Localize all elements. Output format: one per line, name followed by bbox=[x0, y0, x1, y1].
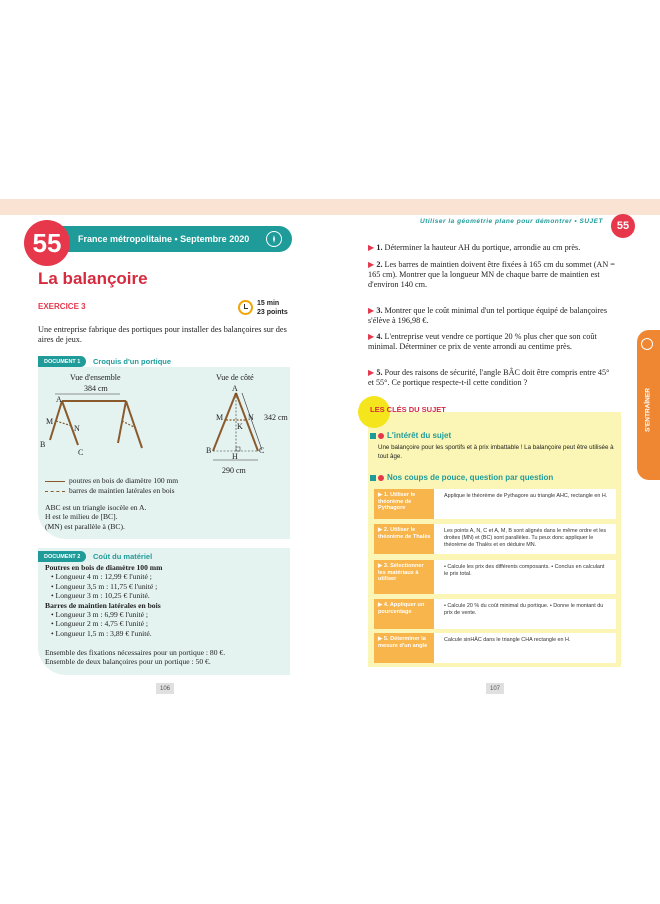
sketch-legend bbox=[45, 476, 178, 496]
dim-height: 342 cm bbox=[264, 413, 288, 422]
poutre-item: • Longueur 3,5 m : 11,75 € l'unité ; bbox=[51, 581, 158, 591]
document-1-title: Croquis d'un portique bbox=[93, 357, 172, 366]
fact-3: (MN) est parallèle à (BC). bbox=[45, 521, 125, 531]
side-tab-label: S'ENTRAÎNER bbox=[644, 388, 652, 432]
interest-text: Une balançoire pour les sportifs et à prix imbattable ! La balançoire peut être utilisée à tout âge. bbox=[378, 444, 614, 460]
point-b2: B bbox=[206, 446, 212, 455]
point-n1: N bbox=[74, 424, 80, 433]
tip-text: • Calcule 20 % du coût minimal du portique. • Donne le montant du prix de vente. bbox=[444, 603, 604, 616]
fact-1: ABC est un triangle isocèle en A. bbox=[45, 503, 147, 512]
barre-item: • Longueur 1,5 m : 3,89 € l'unité. bbox=[51, 628, 152, 638]
poutres-title: Poutres en bois de diamètre 100 mm bbox=[45, 563, 163, 572]
barre-item: • Longueur 2 m : 4,75 € l'unité ; bbox=[51, 619, 149, 629]
tip-text: Calcule sinHÂC dans le triangle CHA rectangle en H. bbox=[444, 637, 571, 643]
point-h: H bbox=[232, 452, 238, 461]
time-value: 15 min bbox=[257, 300, 280, 307]
tip-row-4 bbox=[374, 599, 616, 629]
poutre-item: • Longueur 3 m : 10,25 € l'unité. bbox=[51, 591, 150, 601]
running-header: Utiliser la géométrie plane pour démontrer • SUJET bbox=[420, 218, 603, 225]
right-leg-a bbox=[118, 401, 126, 443]
question-5: ▶ 5. Pour des raisons de sécurité, l'angle BÂC doit être compris entre 45° et 55°. Ce portique respecte-t-il cette condition ? bbox=[368, 368, 610, 387]
point-b1: B bbox=[40, 440, 46, 449]
figure-facts bbox=[45, 503, 146, 531]
tip-row-2 bbox=[374, 524, 616, 554]
bullet-icon bbox=[378, 475, 384, 481]
question-4: ▶ 4. L'entreprise veut vendre ce portique 20 % plus cher que son coût minimal. Déterminer ce prix de vente arrondi au centime près. bbox=[368, 332, 597, 351]
exercise-label: EXERCICE 3 bbox=[38, 302, 86, 311]
chapter-number: 55 bbox=[24, 220, 70, 266]
page-title: La balançoire bbox=[38, 269, 148, 288]
question-1: ▶ 1. Déterminer la hauteur AH du portique, arrondie au cm près. bbox=[368, 243, 581, 252]
tip-label: ▶ 5. Déterminer la mesure d'un angle bbox=[374, 633, 434, 663]
tip-text: Les points A, N, C et A, M, B sont alignés dans le même ordre et les droites (MN) et (BC) sont parallèles. Tu peux donc appliquer le théorème de Thalès et en déduire MN. bbox=[444, 528, 607, 548]
dim-base: 290 cm bbox=[222, 466, 246, 475]
right-angle-mark bbox=[236, 447, 240, 451]
point-c2: C bbox=[259, 446, 265, 455]
page-number-right: 107 bbox=[486, 683, 504, 694]
fact-2: H est le milieu de [BC]. bbox=[45, 512, 118, 522]
legend-solid: poutres en bois de diamètre 100 mm bbox=[69, 476, 179, 485]
view-side-label: Vue de côté bbox=[216, 373, 254, 382]
tips-heading: Nos coups de pouce, question par question bbox=[370, 473, 553, 482]
price-list bbox=[45, 563, 195, 638]
barres-title: Barres de maintien latérales en bois bbox=[45, 600, 161, 610]
question-3: ▶ 3. Montrer que le coût minimal d'un tel portique équipé de balançoires s'élève à 196,98 €. bbox=[368, 306, 608, 325]
swings-price: Ensemble de deux balançoires pour un portique : 50 €. bbox=[45, 657, 211, 667]
timer-icon bbox=[641, 338, 653, 350]
point-a2: A bbox=[232, 384, 238, 393]
tip-label: ▶ 1. Utiliser le théorème de Pythagore bbox=[374, 489, 434, 519]
tip-text: Applique le théorème de Pythagore au triangle AHC, rectangle en H. bbox=[444, 493, 608, 499]
dim-width: 384 cm bbox=[84, 384, 108, 393]
tip-row-3 bbox=[374, 560, 616, 594]
barre-item: • Longueur 3 m : 6,99 € l'unité ; bbox=[51, 610, 149, 620]
point-m1: M bbox=[46, 417, 54, 426]
tip-row-1 bbox=[374, 489, 616, 519]
point-c1: C bbox=[78, 448, 84, 457]
interest-heading: L'intérêt du sujet bbox=[370, 431, 451, 440]
tip-text: • Calcule les prix des différents composants. • Conclus en calculant le prix total. bbox=[444, 564, 605, 577]
banner-text: France métropolitaine • Septembre 2020 bbox=[78, 234, 250, 244]
point-n2: N bbox=[248, 413, 254, 422]
view-overall-label: Vue d'ensemble bbox=[70, 373, 121, 382]
fixations-price: Ensemble des fixations nécessaires pour un portique : 80 €. bbox=[45, 648, 226, 657]
points-value: 23 points bbox=[257, 309, 288, 316]
poutre-item: • Longueur 4 m : 12,99 € l'unité ; bbox=[51, 572, 152, 582]
keys-title: LES CLÉS DU SUJET bbox=[370, 405, 446, 414]
dashed-line-icon bbox=[45, 491, 65, 492]
page-number-left: 106 bbox=[156, 683, 174, 694]
bullet-icon bbox=[378, 433, 384, 439]
question-2: ▶ 2. Les barres de maintien doivent être fixées à 165 cm du sommet (AN = 165 cm). Montrer que la longueur MN de chaque barre de maintien est d'environ 140 cm. bbox=[368, 260, 615, 289]
point-m2: M bbox=[216, 413, 224, 422]
solid-line-icon bbox=[45, 481, 65, 482]
document-2-title: Coût du matériel bbox=[93, 552, 153, 561]
point-a1: A bbox=[56, 395, 62, 404]
point-k: K bbox=[237, 422, 243, 431]
tip-label: ▶ 3. Sélectionner les matériaux à utiliser bbox=[374, 560, 434, 594]
extras bbox=[45, 648, 225, 667]
tip-row-5 bbox=[374, 633, 616, 663]
chapter-number-right: 55 bbox=[611, 214, 635, 238]
document-2-chip: DOCUMENT 2 bbox=[38, 551, 86, 562]
document-1-chip: DOCUMENT 1 bbox=[38, 356, 86, 367]
tip-label: ▶ 2. Utiliser le théorème de Thalès bbox=[374, 524, 434, 554]
intro-text: Une entreprise fabrique des portiques pour installer des balançoires sur des aires de jeux. bbox=[38, 325, 287, 344]
legend-dashed: barres de maintien latérales en bois bbox=[69, 486, 175, 495]
tip-label: ▶ 4. Appliquer un pourcentage bbox=[374, 599, 434, 629]
